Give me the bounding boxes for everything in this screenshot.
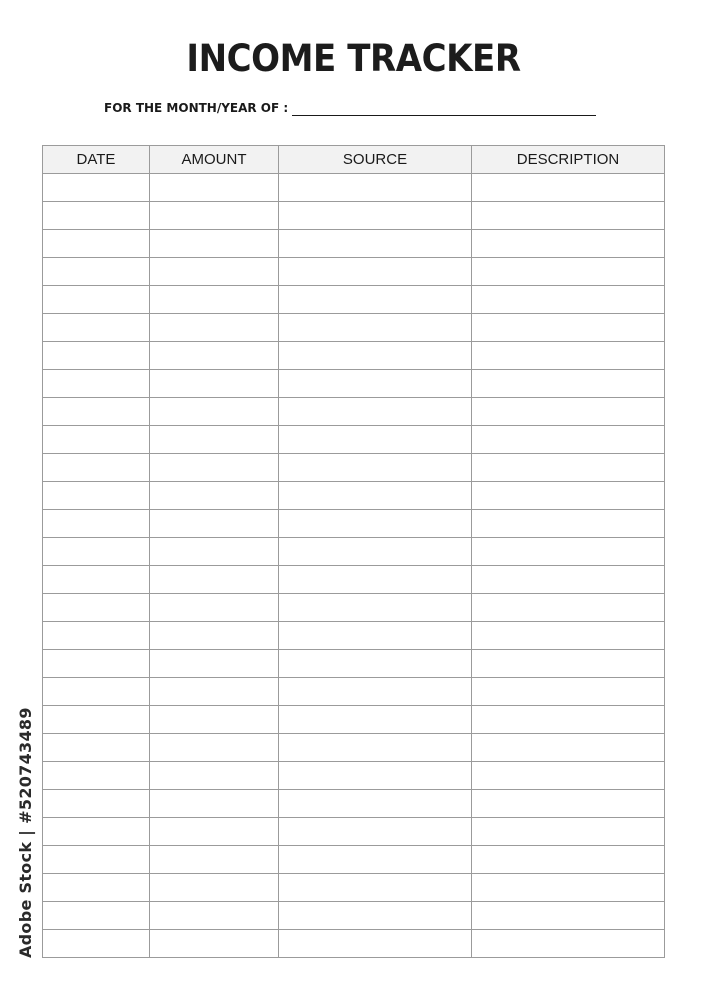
cell-date[interactable] [43,902,150,930]
cell-amount[interactable] [150,482,279,510]
cell-description[interactable] [472,790,665,818]
stock-id-text: Adobe Stock | #520743489 [16,707,35,958]
table-row [43,790,665,818]
cell-description[interactable] [472,622,665,650]
cell-source[interactable] [279,258,472,286]
cell-date[interactable] [43,426,150,454]
cell-amount[interactable] [150,398,279,426]
table-row [43,258,665,286]
cell-source[interactable] [279,454,472,482]
table-row [43,818,665,846]
income-table [42,145,665,958]
cell-date[interactable] [43,538,150,566]
cell-source[interactable] [279,202,472,230]
month-year-field [104,96,596,116]
table-row [43,342,665,370]
cell-source[interactable] [279,734,472,762]
cell-source[interactable] [279,622,472,650]
cell-source[interactable] [279,370,472,398]
table-row [43,930,665,958]
cell-date[interactable] [43,174,150,202]
cell-date[interactable] [43,566,150,594]
cell-source[interactable] [279,790,472,818]
cell-date[interactable] [43,510,150,538]
cell-description[interactable] [472,678,665,706]
cell-date[interactable] [43,874,150,902]
cell-source[interactable] [279,874,472,902]
column-header-date: DATE [43,146,150,174]
cell-amount[interactable] [150,566,279,594]
column-header-amount: AMOUNT [150,146,279,174]
cell-date[interactable] [43,230,150,258]
cell-description[interactable] [472,846,665,874]
cell-source[interactable] [279,650,472,678]
cell-description[interactable] [472,258,665,286]
cell-source[interactable] [279,538,472,566]
table-header-row [43,146,665,174]
cell-date[interactable] [43,762,150,790]
cell-amount[interactable] [150,678,279,706]
table-row [43,566,665,594]
column-header-source: SOURCE [279,146,472,174]
cell-description[interactable] [472,202,665,230]
cell-description[interactable] [472,650,665,678]
table-row [43,426,665,454]
cell-amount[interactable] [150,902,279,930]
cell-amount[interactable] [150,174,279,202]
cell-source[interactable] [279,706,472,734]
cell-amount[interactable] [150,846,279,874]
cell-amount[interactable] [150,370,279,398]
cell-description[interactable] [472,594,665,622]
cell-amount[interactable] [150,734,279,762]
cell-description[interactable] [472,566,665,594]
table-row [43,734,665,762]
table-row [43,510,665,538]
table-row [43,594,665,622]
table-row [43,846,665,874]
cell-date[interactable] [43,846,150,874]
cell-date[interactable] [43,342,150,370]
table-row [43,538,665,566]
cell-description[interactable] [472,370,665,398]
cell-amount[interactable] [150,426,279,454]
cell-source[interactable] [279,174,472,202]
cell-amount[interactable] [150,622,279,650]
cell-source[interactable] [279,230,472,258]
cell-description[interactable] [472,874,665,902]
cell-description[interactable] [472,174,665,202]
cell-amount[interactable] [150,314,279,342]
cell-source[interactable] [279,342,472,370]
cell-source[interactable] [279,482,472,510]
cell-date[interactable] [43,482,150,510]
cell-description[interactable] [472,902,665,930]
table-row [43,874,665,902]
cell-date[interactable] [43,314,150,342]
cell-amount[interactable] [150,202,279,230]
table-row [43,678,665,706]
cell-date[interactable] [43,286,150,314]
cell-date[interactable] [43,202,150,230]
cell-source[interactable] [279,510,472,538]
page-title: INCOME TRACKER [186,37,521,80]
cell-source[interactable] [279,566,472,594]
cell-amount[interactable] [150,874,279,902]
cell-amount[interactable] [150,650,279,678]
cell-date[interactable] [43,678,150,706]
cell-source[interactable] [279,594,472,622]
cell-source[interactable] [279,678,472,706]
table-row [43,398,665,426]
cell-date[interactable] [43,370,150,398]
table-row [43,370,665,398]
cell-amount[interactable] [150,342,279,370]
cell-description[interactable] [472,398,665,426]
cell-amount[interactable] [150,538,279,566]
cell-date[interactable] [43,258,150,286]
cell-source[interactable] [279,314,472,342]
cell-amount[interactable] [150,454,279,482]
cell-amount[interactable] [150,706,279,734]
column-header-description: DESCRIPTION [472,146,665,174]
cell-date[interactable] [43,734,150,762]
cell-description[interactable] [472,930,665,958]
table-row [43,706,665,734]
cell-source[interactable] [279,762,472,790]
cell-source[interactable] [279,846,472,874]
stock-id-watermark [8,707,38,958]
table-row [43,482,665,510]
table-row [43,286,665,314]
cell-source[interactable] [279,902,472,930]
cell-description[interactable] [472,734,665,762]
cell-description[interactable] [472,454,665,482]
cell-amount[interactable] [150,286,279,314]
cell-source[interactable] [279,426,472,454]
cell-date[interactable] [43,454,150,482]
cell-description[interactable] [472,510,665,538]
cell-amount[interactable] [150,510,279,538]
cell-source[interactable] [279,286,472,314]
cell-description[interactable] [472,706,665,734]
cell-description[interactable] [472,818,665,846]
cell-description[interactable] [472,342,665,370]
cell-description[interactable] [472,314,665,342]
cell-description[interactable] [472,538,665,566]
cell-source[interactable] [279,398,472,426]
cell-date[interactable] [43,398,150,426]
table-row [43,454,665,482]
cell-source[interactable] [279,818,472,846]
cell-amount[interactable] [150,230,279,258]
cell-description[interactable] [472,286,665,314]
cell-date[interactable] [43,930,150,958]
cell-amount[interactable] [150,258,279,286]
month-year-blank-line[interactable] [292,100,596,116]
table-row [43,314,665,342]
table-row [43,762,665,790]
cell-amount[interactable] [150,790,279,818]
table-row [43,202,665,230]
table-row [43,230,665,258]
table-row [43,902,665,930]
cell-description[interactable] [472,426,665,454]
cell-amount[interactable] [150,762,279,790]
table-body [43,174,665,958]
table-row [43,622,665,650]
cell-date[interactable] [43,818,150,846]
cell-amount[interactable] [150,930,279,958]
cell-amount[interactable] [150,594,279,622]
table-row [43,650,665,678]
cell-date[interactable] [43,650,150,678]
cell-date[interactable] [43,706,150,734]
month-year-label: FOR THE MONTH/YEAR OF : [104,101,289,115]
cell-description[interactable] [472,762,665,790]
cell-date[interactable] [43,790,150,818]
table-row [43,174,665,202]
cell-source[interactable] [279,930,472,958]
cell-date[interactable] [43,594,150,622]
cell-date[interactable] [43,622,150,650]
cell-amount[interactable] [150,818,279,846]
cell-description[interactable] [472,482,665,510]
cell-description[interactable] [472,230,665,258]
